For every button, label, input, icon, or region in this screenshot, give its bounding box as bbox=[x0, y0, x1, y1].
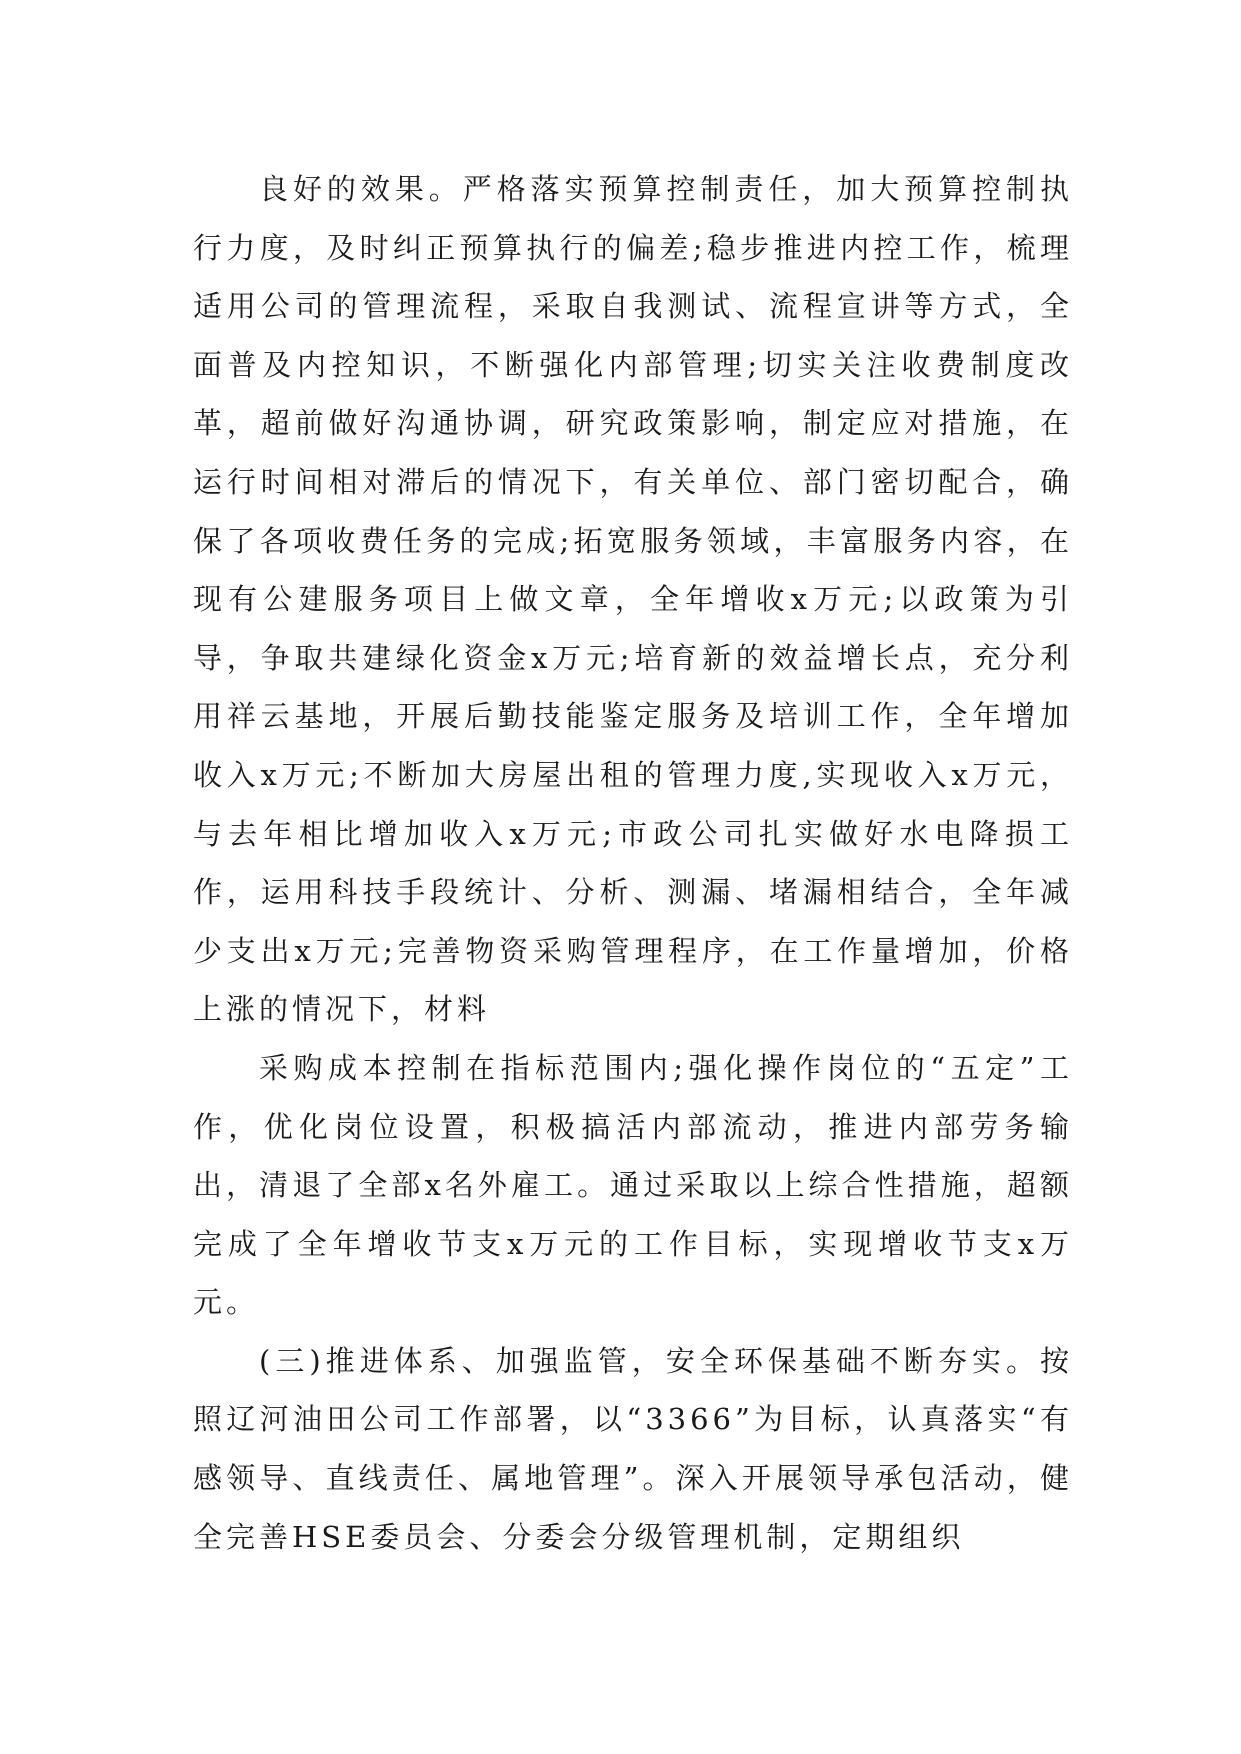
document-body bbox=[193, 160, 1073, 1566]
paragraph-1: 良好的效果。严格落实预算控制责任，加大预算控制执行力度，及时纠正预算执行的偏差;稳步推进内控工作，梳理适用公司的管理流程，采取自我测试、流程宣讲等方式，全面普及内控知识，不断强化内部管理;切实关注收费制度改革，超前做好沟通协调，研究政策影响，制定应对措施，在运行时间相对滞后的情况下，有关单位、部门密切配合，确保了各项收费任务的完成;拓宽服务领域，丰富服务内容，在现有公建服务项目上做文章，全年增收x万元;以政策为引导，争取共建绿化资金x万元;培育新的效益增长点，充分利用祥云基地，开展后勤技能鉴定服务及培训工作，全年增加收入x万元;不断加大房屋出租的管理力度,实现收入x万元，与去年相比增加收入x万元;市政公司扎实做好水电降损工作，运用科技手段统计、分析、测漏、堵漏相结合，全年减少支出x万元;完善物资采购管理程序，在工作量增加，价格上涨的情况下，材料 bbox=[193, 172, 1073, 1027]
paragraph-3: (三)推进体系、加强监管，安全环保基础不断夯实。按照辽河油田公司工作部署，以“3366”为目标，认真落实“有感领导、直线责任、属地管理”。深入开展领导承包活动，健全完善HSE委员会、分委会分级管理机制，定期组织 bbox=[193, 1343, 1073, 1554]
paragraph-2: 采购成本控制在指标范围内;强化操作岗位的“五定”工作，优化岗位设置，积极搞活内部流动，推进内部劳务输出，清退了全部x名外雇工。通过采取以上综合性措施，超额完成了全年增收节支x万元的工作目标，实现增收节支x万元。 bbox=[193, 1050, 1073, 1320]
